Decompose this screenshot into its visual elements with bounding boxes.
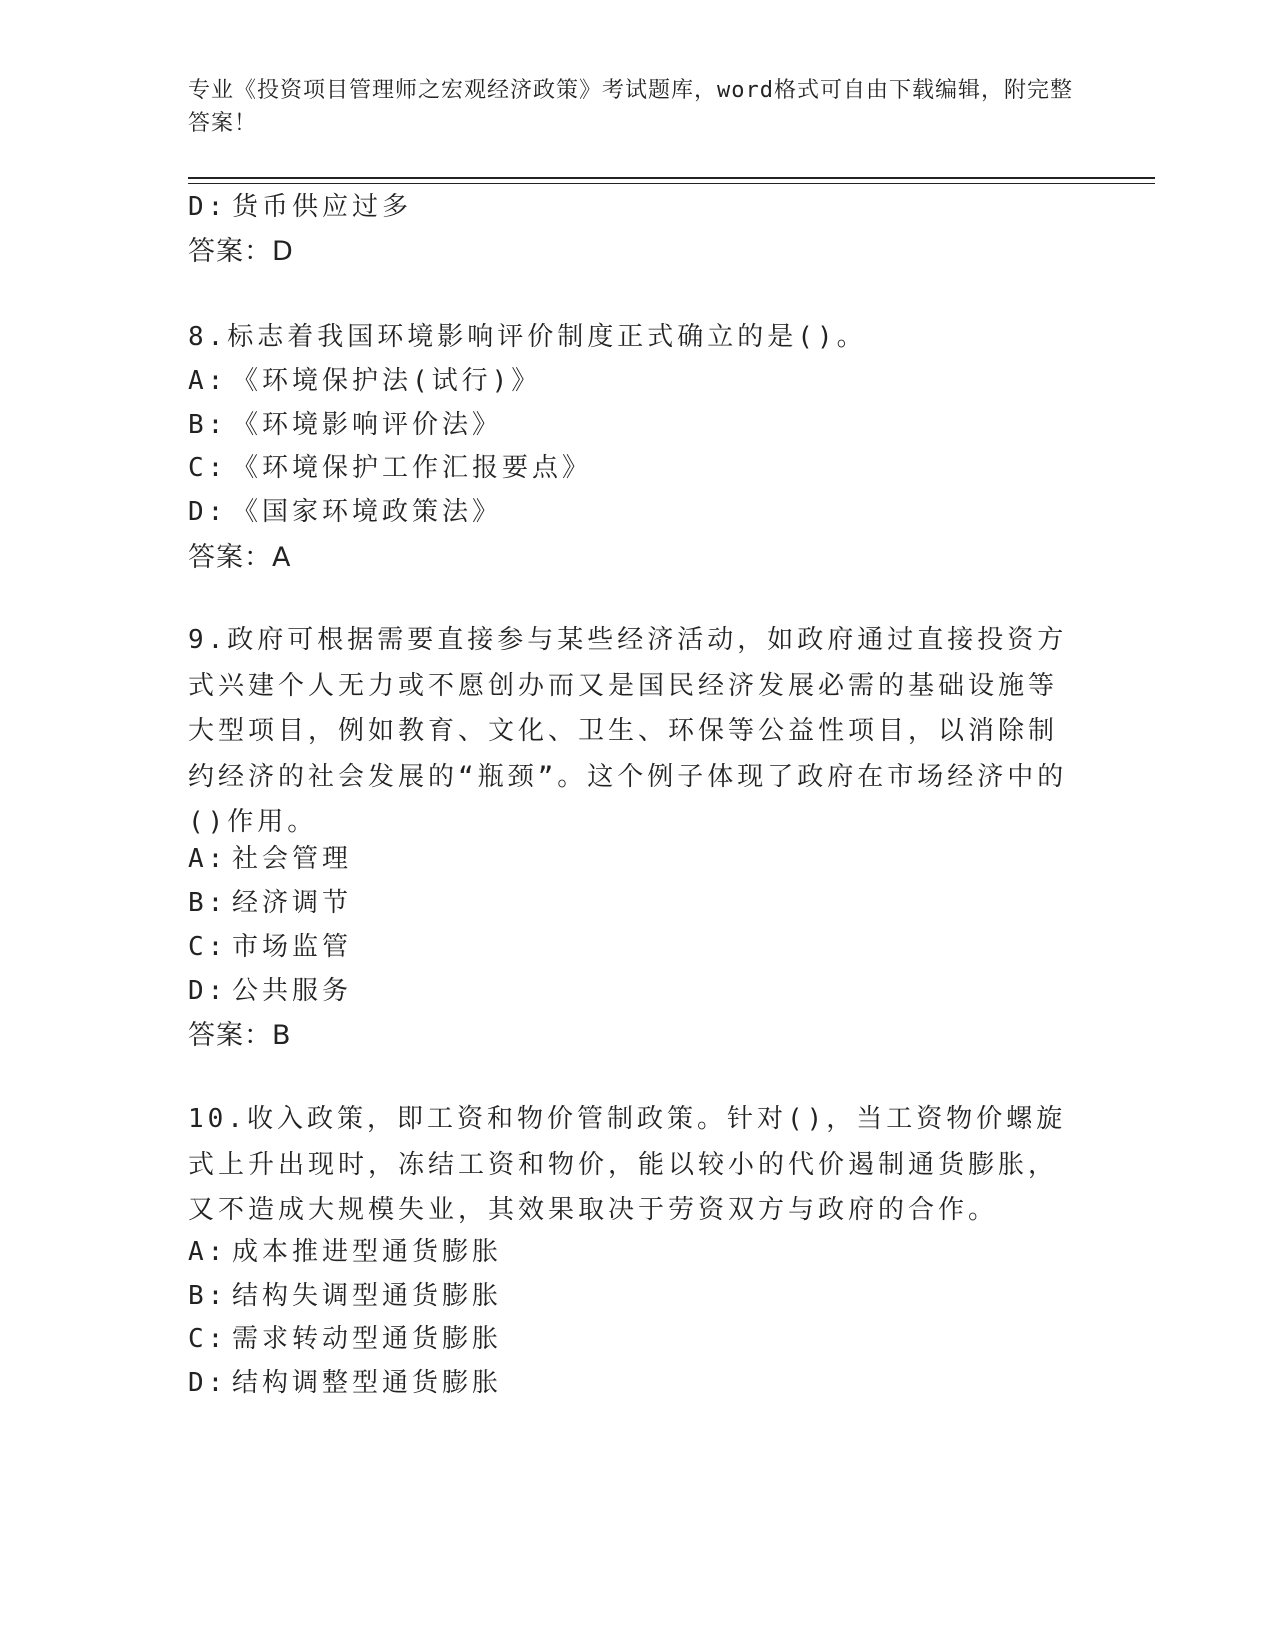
question-10-option-a	[188, 1231, 502, 1268]
option-label: B:	[188, 410, 228, 440]
option-label: D:	[188, 497, 228, 527]
option-label: C:	[188, 932, 228, 962]
question-10-option-b	[188, 1275, 502, 1312]
question-9-option-a	[188, 838, 352, 875]
question-8-option-d	[188, 491, 502, 528]
option-text: 《环境保护法(试行)》	[232, 366, 542, 396]
question-9-stem: 9.政府可根据需要直接参与某些经济活动，如政府通过直接投资方式兴建个人无力或不愿创办而又是国民经济发展必需的基础设施等大型项目，例如教育、文化、卫生、环保等公益性项目，以消除制约经济的社会发展的“瓶颈”。这个例子体现了政府在市场经济中的()作用。	[188, 625, 1068, 837]
question-9-option-b	[188, 882, 352, 919]
question-8-option-a	[188, 360, 541, 397]
header-rule-thick	[188, 177, 1155, 179]
option-text: 结构失调型通货膨胀	[232, 1281, 503, 1311]
prev-answer: 答案：D	[188, 236, 294, 267]
document-header: 专业《投资项目管理师之宏观经济政策》考试题库，word格式可自由下载编辑，附完整答案！	[188, 78, 1073, 136]
question-8-answer: 答案：A	[188, 542, 292, 573]
option-text: 《环境保护工作汇报要点》	[232, 453, 593, 483]
option-text: 社会管理	[232, 844, 353, 874]
question-8-option-c	[188, 447, 592, 484]
question-10-option-d	[188, 1362, 502, 1399]
header-rule-thin	[188, 183, 1155, 184]
option-text: 《环境影响评价法》	[232, 410, 503, 440]
question-10-stem: 10.收入政策，即工资和物价管制政策。针对()，当工资物价螺旋式上升出现时，冻结工资和物价，能以较小的代价遏制通货膨胀，又不造成大规模失业，其效果取决于劳资双方与政府的合作。	[188, 1104, 1067, 1225]
question-10-option-c	[188, 1318, 502, 1355]
option-label: A:	[188, 366, 228, 396]
option-label: D:	[188, 976, 228, 1006]
option-text: 货币供应过多	[232, 192, 413, 222]
question-8-stem: 8.标志着我国环境影响评价制度正式确立的是()。	[188, 322, 867, 352]
option-label: B:	[188, 1281, 228, 1311]
option-text: 经济调节	[232, 888, 353, 918]
option-label: A:	[188, 1237, 228, 1267]
prev-option-d	[188, 186, 412, 223]
question-9-option-d	[188, 970, 352, 1007]
option-label: C:	[188, 1324, 228, 1354]
option-text: 需求转动型通货膨胀	[232, 1324, 503, 1354]
option-text: 成本推进型通货膨胀	[232, 1237, 503, 1267]
option-label: D:	[188, 192, 228, 222]
question-9-option-c	[188, 926, 352, 963]
option-text: 市场监管	[232, 932, 353, 962]
option-text: 《国家环境政策法》	[232, 497, 503, 527]
question-8-option-b	[188, 404, 502, 441]
option-label: A:	[188, 844, 228, 874]
option-label: B:	[188, 888, 228, 918]
option-text: 结构调整型通货膨胀	[232, 1368, 503, 1398]
option-label: D:	[188, 1368, 228, 1398]
question-9-answer: 答案：B	[188, 1020, 292, 1051]
option-text: 公共服务	[232, 976, 353, 1006]
option-label: C:	[188, 453, 228, 483]
